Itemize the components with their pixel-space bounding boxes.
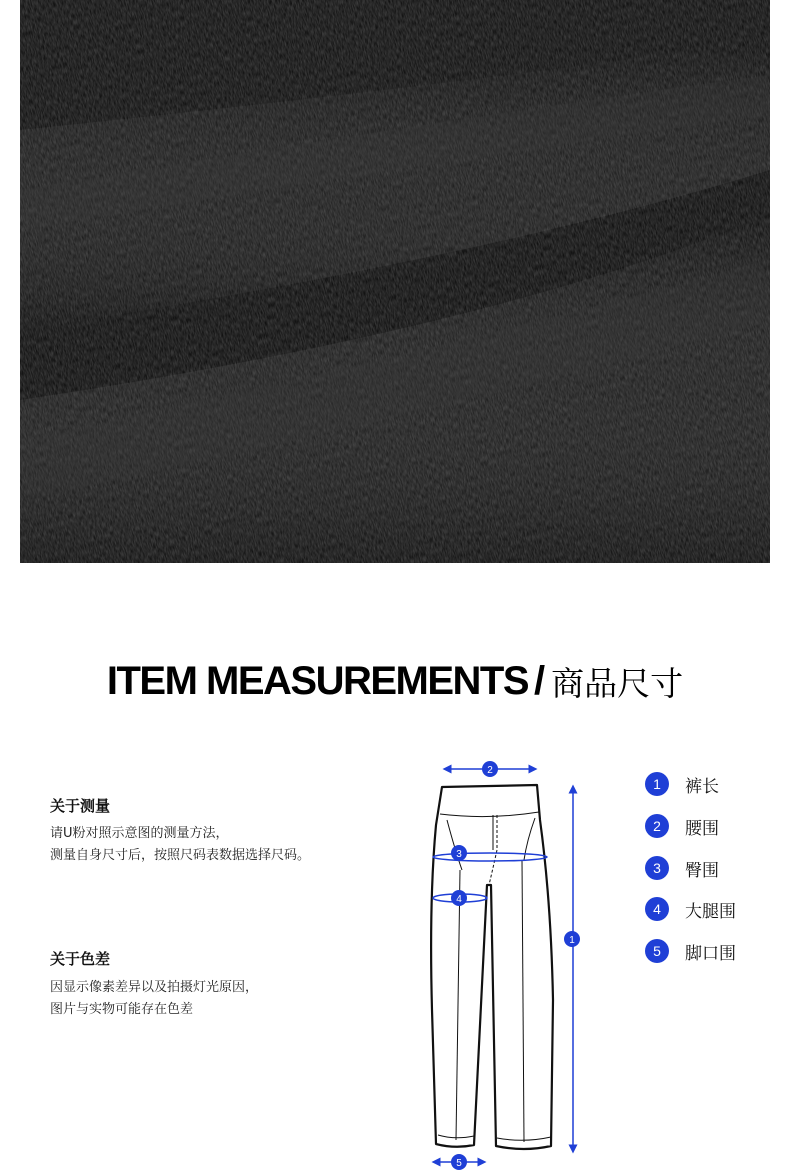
legend-item-leg-opening — [645, 939, 736, 963]
heading-chinese: 商品尺寸 — [551, 664, 684, 703]
heading-english: ITEM MEASUREMENTS — [106, 659, 529, 703]
diagram-marker-3 — [451, 845, 467, 861]
measurement-note-line: 测量自身尺寸后，按照尺码表数据选择尺码。 — [50, 848, 311, 863]
legend-number: 4 — [645, 897, 669, 921]
svg-text:4: 4 — [456, 894, 462, 905]
legend-label: 臀围 — [685, 860, 719, 881]
legend-item-hip — [645, 856, 719, 880]
color-note-title: 关于色差 — [50, 950, 111, 968]
legend-number: 5 — [645, 939, 669, 963]
legend-item-thigh — [645, 897, 736, 921]
legend-item-length — [645, 772, 719, 796]
color-note-line: 图片与实物可能存在色差 — [50, 1002, 194, 1017]
legend-label: 大腿围 — [685, 901, 736, 922]
legend-number: 1 — [645, 772, 669, 796]
color-note-line: 因显示像素差异以及拍摄灯光原因， — [50, 980, 259, 995]
pants-outline — [431, 785, 553, 1149]
diagram-marker-5 — [451, 1154, 467, 1170]
diagram-marker-1 — [564, 931, 580, 947]
legend-number: 2 — [645, 814, 669, 838]
legend-label: 腰围 — [685, 818, 719, 839]
legend-number: 3 — [645, 856, 669, 880]
svg-text:5: 5 — [456, 1158, 462, 1169]
diagram-marker-2 — [482, 761, 498, 777]
legend-label: 裤长 — [685, 776, 719, 797]
svg-text:3: 3 — [456, 849, 462, 860]
measurement-note-line: 请U粉对照示意图的测量方法， — [50, 826, 229, 841]
measurement-note-title: 关于测量 — [50, 797, 111, 815]
diagram-marker-4 — [451, 890, 467, 906]
heading-separator: / — [534, 659, 546, 703]
legend-label: 脚口围 — [685, 943, 736, 964]
svg-text:1: 1 — [569, 935, 575, 946]
svg-text:2: 2 — [487, 765, 493, 776]
legend-item-waist — [645, 814, 719, 838]
